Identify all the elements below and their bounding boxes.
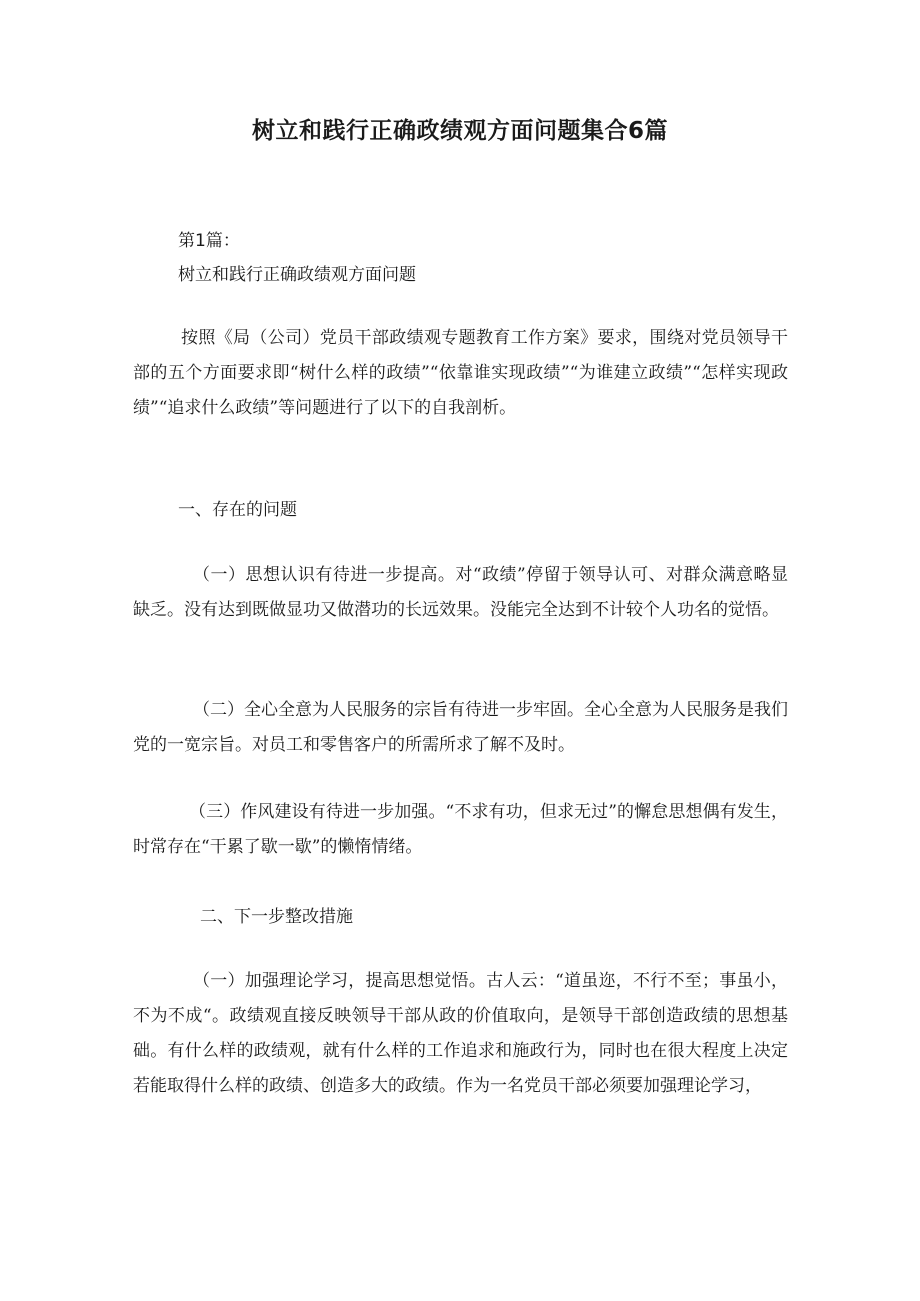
document-title: 树立和践行正确政绩观方面问题集合6篇 — [251, 118, 668, 144]
intro-paragraph: 按照《局（公司）党员干部政绩观专题教育工作方案》要求，围绕对党员领导干部的五个方面要求即“树什么样的政绩”“依靠谁实现政绩”“为谁建立政绩”“怎样实现政绩”“追求什么政绩”等问题进行了以下的自我剖析。 — [133, 328, 788, 418]
chapter-subtitle: 树立和践行正确政绩观方面问题 — [178, 265, 416, 285]
section-heading-measures: 二、下一步整改措施 — [200, 907, 353, 927]
problem-item-1: （一）思想认识有待进一步提高。对“政绩”停留于领导认可、对群众满意略显缺乏。没有达到既做显功又做潜功的长远效果。没能完全达到不计较个人功名的觉悟。 — [133, 565, 788, 620]
measure-item-1: （一）加强理论学习，提高思想觉悟。古人云：“道虽迩，不行不至；事虽小，不为不成“。政绩观直接反映领导干部从政的价值取向，是领导干部创造政绩的思想基础。有什么样的政绩观，就有什么样的工作追求和施政行为，同时也在很大程度上决定若能取得什么样的政绩、创造多大的政绩。作为一名党员干部必须要加强理论学习， — [133, 971, 788, 1096]
problem-item-2: （二）全心全意为人民服务的宗旨有待进一步牢固。全心全意为人民服务是我们党的一宽宗旨。对员工和零售客户的所需所求了解不及时。 — [133, 700, 788, 755]
chapter-label: 第1篇： — [178, 231, 240, 251]
section-heading-problems: 一、存在的问题 — [178, 500, 297, 520]
problem-item-3: （三）作风建设有待进一步加强。“不求有功，但求无过”的懈怠思想偶有发生，时常存在“干累了歇一歇”的懒惰情绪。 — [133, 802, 788, 857]
